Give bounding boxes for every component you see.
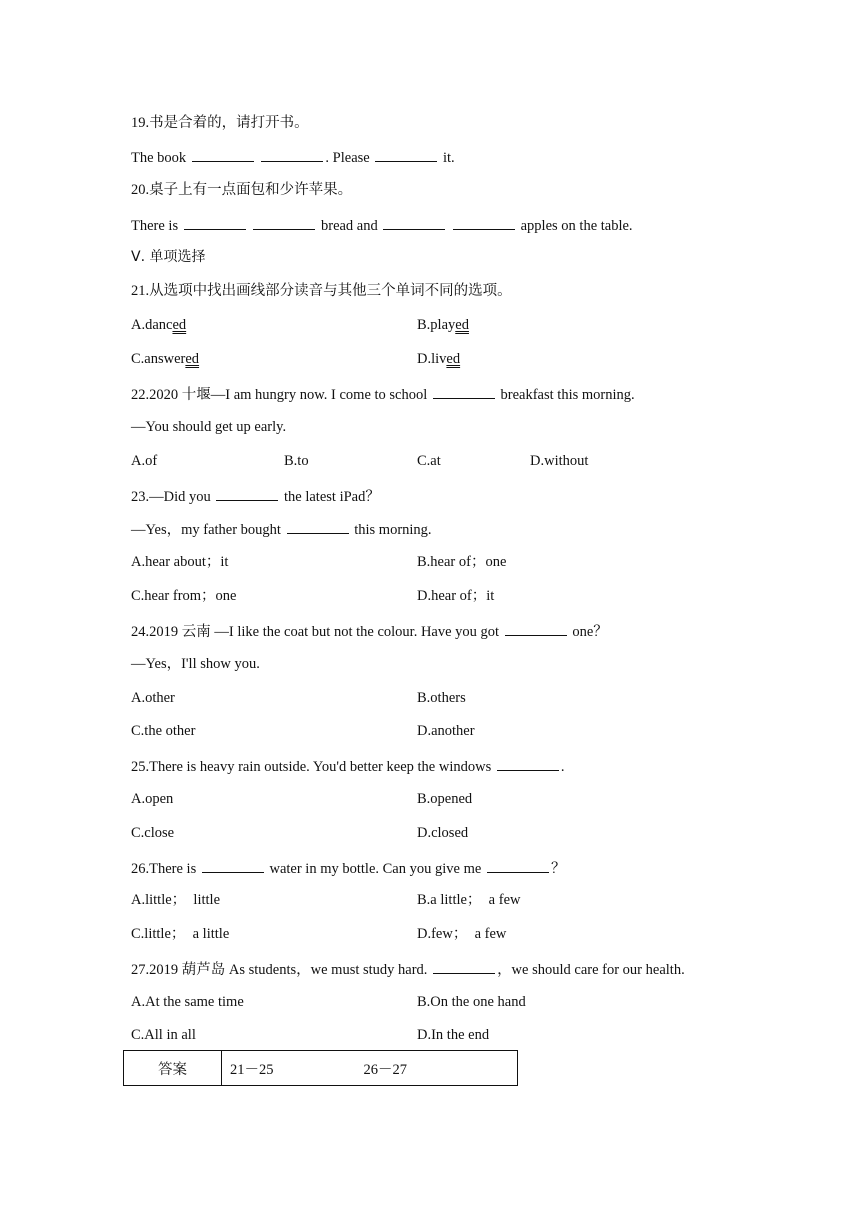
answer-blank[interactable] (497, 756, 559, 771)
option-b[interactable]: B.On the one hand (417, 994, 526, 1010)
option-d[interactable]: D.closed (417, 825, 469, 841)
answer-range-26-27: 26－27 (363, 1061, 407, 1078)
answer-range-21-25: 21－25 (230, 1061, 274, 1078)
question-19-prompt: 19.书是合着的，请打开书。 (131, 115, 309, 131)
q27-text-b: ，we should care for our health. (497, 962, 685, 978)
answer-blank[interactable] (487, 858, 549, 873)
option-c[interactable]: C.at (417, 453, 441, 469)
answer-table (123, 1050, 518, 1086)
q25-text-a: 25.There is heavy rain outside. You'd better keep the windows (131, 759, 492, 775)
q25-text-b: . (560, 759, 565, 775)
option-b[interactable]: B.to (284, 453, 309, 469)
option-text: B.play (417, 317, 456, 333)
option-b[interactable]: B.a little； a few (417, 892, 521, 908)
question-23-prompt (131, 486, 380, 506)
option-c[interactable] (131, 350, 199, 368)
question-20-prompt: 20.桌子上有一点面包和少许苹果。 (131, 182, 353, 198)
option-c[interactable]: C.close (131, 825, 175, 841)
section-heading: Ⅴ. 单项选择 (131, 249, 206, 265)
option-d[interactable]: D.hear of；it (417, 588, 495, 604)
q20-text-c: apples on the table. (520, 218, 633, 234)
answer-label: 答案 (124, 1051, 222, 1086)
q19-text-b: . Please (325, 150, 370, 166)
option-a[interactable]: A.of (131, 453, 158, 469)
question-23-reply (131, 519, 432, 539)
option-a[interactable]: A.hear about；it (131, 554, 229, 570)
option-d[interactable] (417, 350, 460, 368)
answer-blank[interactable] (192, 147, 254, 162)
option-text: C.answer (131, 351, 186, 367)
option-b[interactable]: B.others (417, 690, 466, 706)
option-d[interactable]: D.In the end (417, 1027, 490, 1043)
question-26-prompt (131, 858, 565, 878)
answer-cell[interactable] (222, 1051, 518, 1086)
option-a[interactable] (131, 316, 186, 334)
option-c[interactable]: C.hear from；one (131, 588, 237, 604)
q26-text-c: ？ (550, 861, 566, 877)
question-22-prompt (131, 384, 635, 404)
option-c[interactable]: C.the other (131, 723, 196, 739)
answer-blank[interactable] (216, 486, 278, 501)
q22-text-b: breakfast this morning. (500, 387, 635, 403)
option-a[interactable]: A.little； little (131, 892, 221, 908)
q26-text-a: 26.There is (131, 861, 197, 877)
answer-blank[interactable] (453, 215, 515, 230)
option-d[interactable]: D.another (417, 723, 475, 739)
answer-blank[interactable] (433, 384, 495, 399)
q24-text-a: 24.2019 云南 —I like the coat but not the colour. Have you got (131, 624, 500, 640)
answer-blank[interactable] (433, 959, 495, 974)
answer-blank[interactable] (184, 215, 246, 230)
answer-blank[interactable] (375, 147, 437, 162)
answer-blank[interactable] (261, 147, 323, 162)
question-20-sentence (131, 215, 633, 235)
option-b[interactable]: B.opened (417, 791, 473, 807)
answer-table-row (124, 1051, 518, 1086)
question-25-prompt (131, 756, 564, 776)
option-c[interactable]: C.All in all (131, 1027, 196, 1043)
q19-text-c: it. (442, 150, 455, 166)
answer-blank[interactable] (202, 858, 264, 873)
q24-text-b: one？ (572, 624, 608, 640)
q27-text-a: 27.2019 葫芦岛 As students，we must study hard. (131, 962, 428, 978)
q23-text-a: 23.—Did you (131, 489, 211, 505)
answer-blank[interactable] (505, 621, 567, 636)
underlined-part: ed (172, 317, 187, 333)
question-24-prompt (131, 621, 608, 641)
option-b[interactable]: B.hear of；one (417, 554, 507, 570)
option-c[interactable]: C.little； a little (131, 926, 230, 942)
underlined-part: ed (455, 317, 469, 333)
option-text: D.liv (417, 351, 447, 367)
q19-text-a: The book (131, 150, 187, 166)
q20-text-a: There is (131, 218, 179, 234)
question-19-sentence (131, 147, 455, 167)
underlined-part: ed (185, 351, 200, 367)
option-d[interactable]: D.few； a few (417, 926, 507, 942)
question-24-reply: —Yes，I'll show you. (131, 656, 260, 672)
underlined-part: ed (446, 351, 461, 367)
option-a[interactable]: A.other (131, 690, 175, 706)
q23-reply-b: this morning. (354, 522, 432, 538)
question-21-prompt: 21.从选项中找出画线部分读音与其他三个单词不同的选项。 (131, 283, 512, 299)
q20-text-b: bread and (320, 218, 378, 234)
answer-blank[interactable] (287, 519, 349, 534)
option-a[interactable]: A.open (131, 791, 174, 807)
answer-blank[interactable] (253, 215, 315, 230)
q23-reply-a: —Yes，my father bought (131, 522, 281, 538)
question-22-reply: —You should get up early. (131, 419, 287, 435)
option-d[interactable]: D.without (530, 453, 589, 469)
option-a[interactable]: A.At the same time (131, 994, 244, 1010)
answer-blank[interactable] (383, 215, 445, 230)
option-text: A.danc (131, 317, 173, 333)
option-b[interactable] (417, 316, 469, 334)
q23-text-b: the latest iPad？ (284, 489, 380, 505)
question-27-prompt (131, 959, 685, 979)
q22-text-a: 22.2020 十堰—I am hungry now. I come to school (131, 387, 428, 403)
q26-text-b: water in my bottle. Can you give me (269, 861, 482, 877)
